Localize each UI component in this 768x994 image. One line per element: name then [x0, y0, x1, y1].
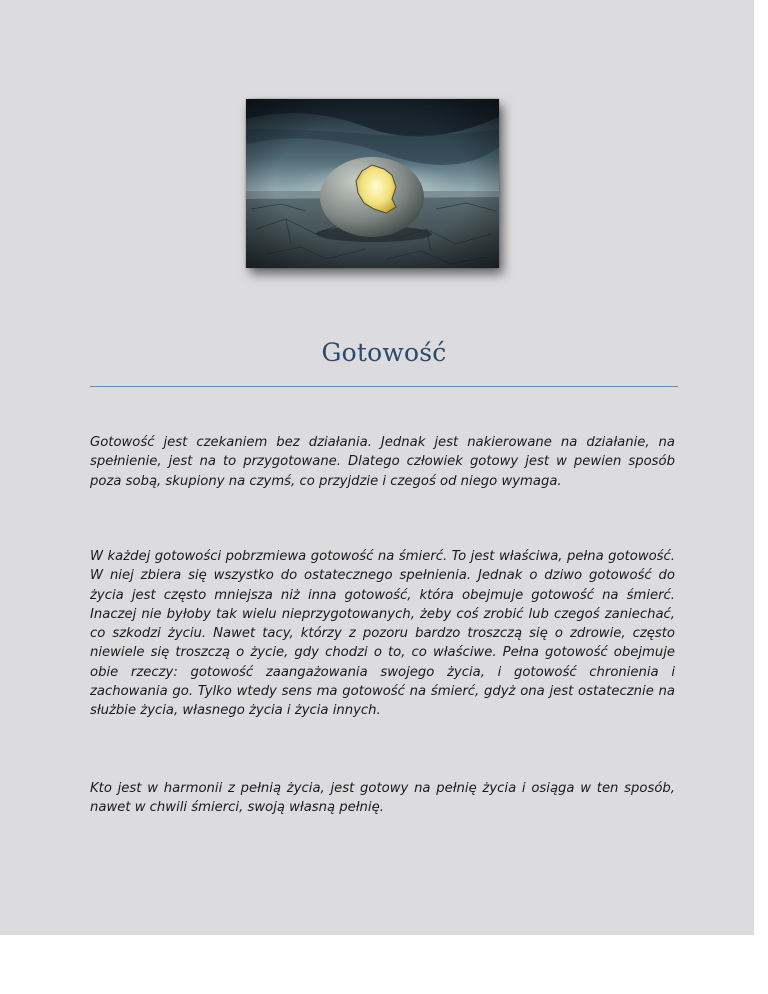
paragraph-1: Gotowość jest czekaniem bez działania. Jednak jest nakierowane na działanie, na spełnienie, jest na to przygotowane. Dlatego człowiek gotowy jest w pewien sposób poza sobą, skupiony na czymś, co przyjdzie i czegoś od niego wymaga.: [90, 435, 675, 489]
title-divider: [90, 386, 678, 387]
paragraph-2: W każdej gotowości pobrzmiewa gotowość na śmierć. To jest właściwa, pełna gotowość. W niej zbiera się wszystko do ostatecznego spełnienia. Jednak o dziwo gotowość do życia jest często mniejsza niż inna gotowość, która obejmuje gotowość na śmierć. Inaczej nie byłoby tak wielu nieprzygotowanych, żeby coś zrobić lub czegoś zaniechać, co szkodzi życiu. Nawet tacy, którzy z pozoru bardzo troszczą się o zdrowie, często niewiele się troszczą o życie, gdy chodzi o to, co właściwe. Pełna gotowość obejmuje obie rzeczy: gotowość zaangażowania swojego życia, i gotowość chronienia i zachowania go. Tylko wtedy sens ma gotowość na śmierć, gdyż ona jest ostatecznie na służbie życia, własnego życia i życia innych.: [90, 549, 675, 719]
egg-illustration: [246, 99, 499, 268]
document-title: Gotowość: [321, 338, 447, 367]
paragraph-3: Kto jest w harmonii z pełnią życia, jest gotowy na pełnię życia i osiąga w ten sposób, nawet w chwili śmierci, swoją własną pełnię.: [90, 781, 675, 816]
